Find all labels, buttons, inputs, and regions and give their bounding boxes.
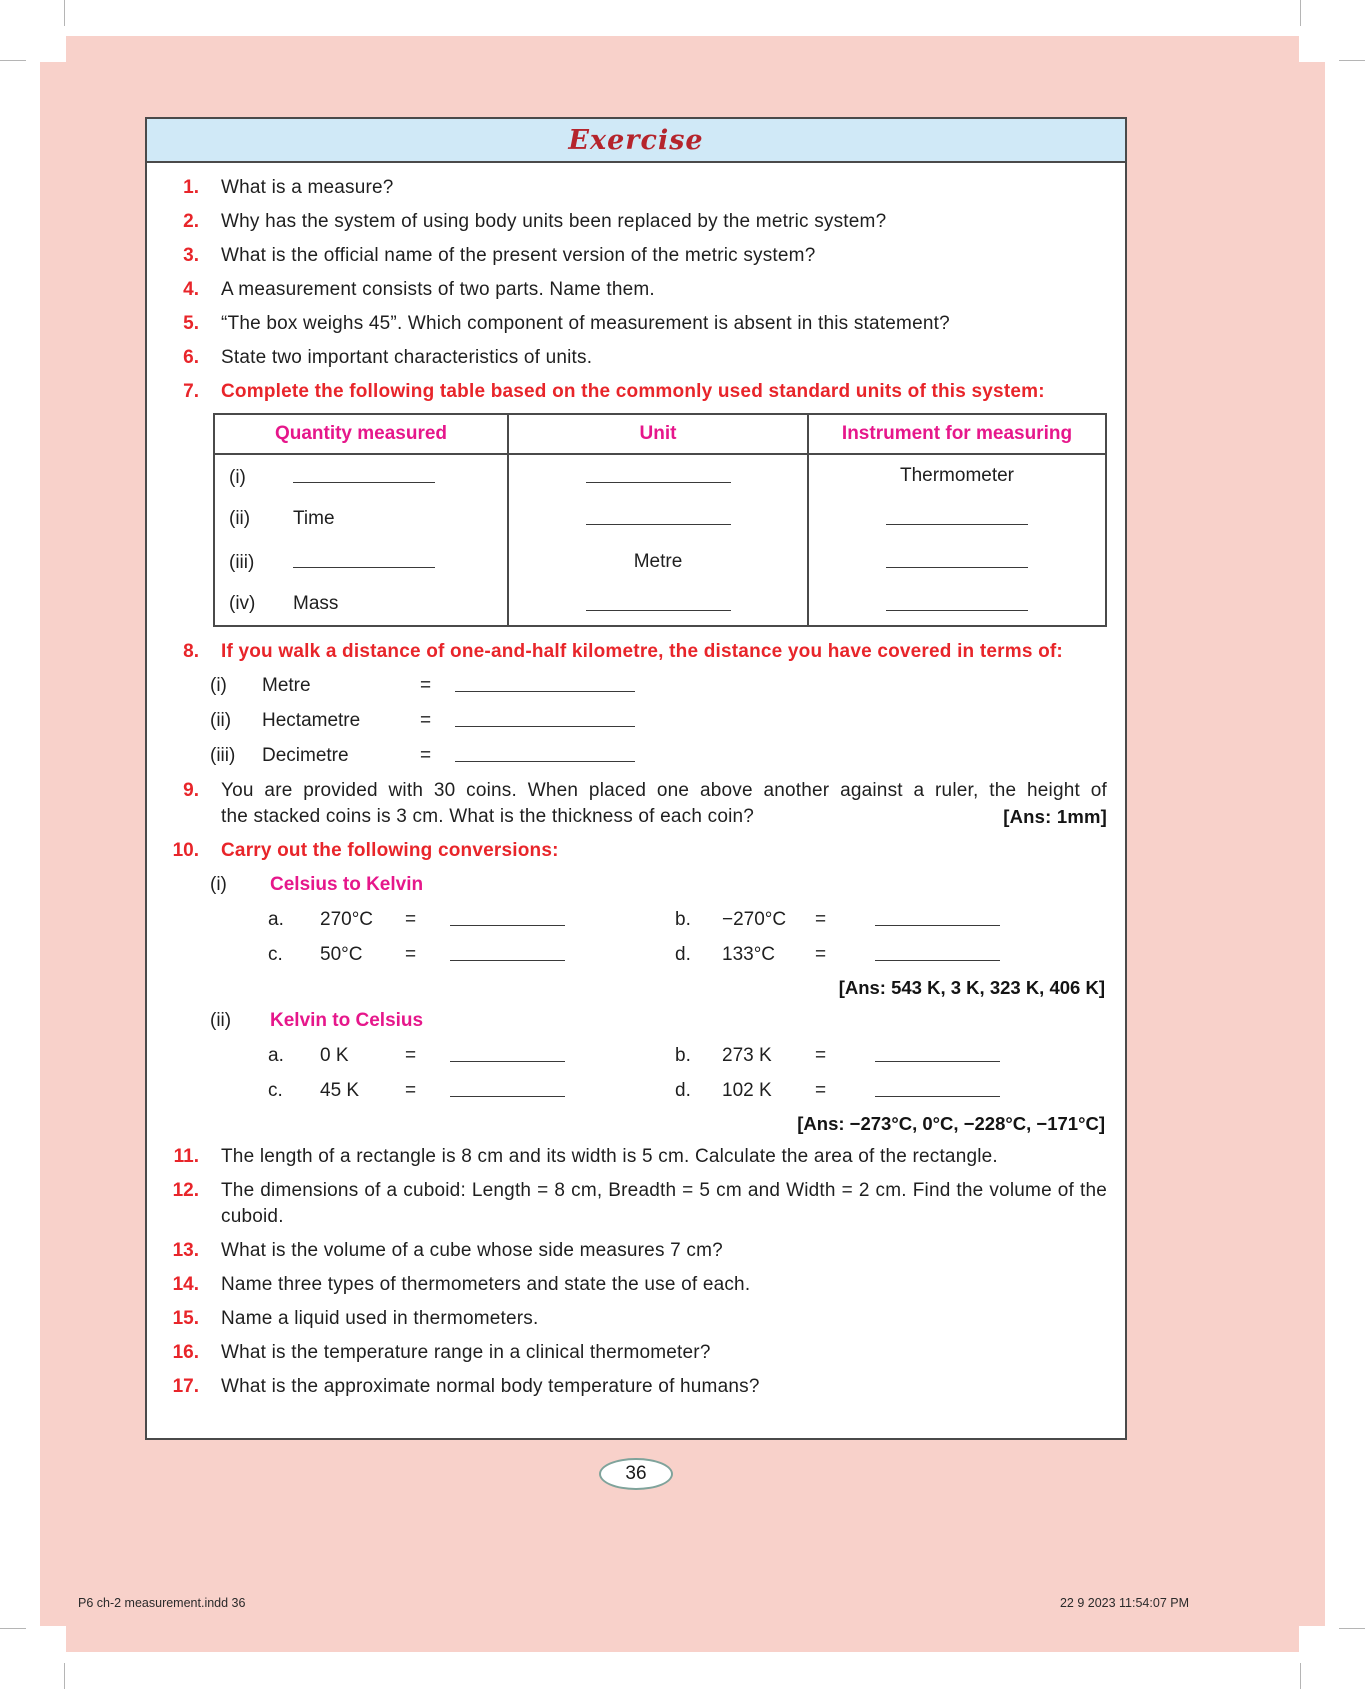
blank-line	[455, 708, 635, 727]
table-row	[214, 454, 1106, 497]
page-number: 36	[599, 1458, 672, 1490]
item-label: a.	[268, 1045, 284, 1066]
question-text: The length of a rectangle is 8 cm and its width is 5 cm. Calculate the area of the rectangle.	[221, 1146, 998, 1167]
item-label: (ii)	[210, 710, 232, 731]
question-9	[155, 778, 1107, 830]
conversion-row	[268, 1078, 1107, 1104]
item-label: d.	[675, 1080, 691, 1101]
question-6	[155, 345, 1107, 371]
blank-line	[875, 942, 1000, 961]
corner-notch	[40, 36, 66, 62]
blank-line	[875, 1078, 1000, 1097]
question-text: Why has the system of using body units been replaced by the metric system?	[221, 211, 887, 232]
answer-text: [Ans: 543 K, 3 K, 323 K, 406 K]	[838, 977, 1105, 998]
question-text: What is the approximate normal body temperature of humans?	[221, 1376, 760, 1397]
question-text: What is the temperature range in a clinical thermometer?	[221, 1342, 711, 1363]
question-text: Complete the following table based on the commonly used standard units of this system:	[221, 381, 1045, 402]
item-label: (iii)	[210, 745, 236, 766]
question-text-line1: You are provided with 30 coins. When placed one above another against a ruler, the height of	[221, 780, 1107, 801]
answer-text: [Ans: 1mm]	[1003, 806, 1107, 827]
blank-line	[586, 506, 731, 525]
answer-text: [Ans: −273°C, 0°C, −228°C, −171°C]	[797, 1113, 1105, 1134]
col-header-instrument: Instrument for measuring	[808, 414, 1106, 454]
question-text: “The box weighs 45”. Which component of measurement is absent in this statement?	[221, 313, 950, 334]
question-text-line2: the stacked coins is 3 cm. What is the thickness of each coin?	[221, 806, 755, 827]
crop-mark	[0, 1628, 26, 1629]
q8-item	[210, 743, 1107, 769]
blank-line	[875, 907, 1000, 926]
blank-line	[455, 673, 635, 692]
equals-sign: =	[420, 710, 432, 731]
part-label: (ii)	[210, 1010, 232, 1031]
corner-notch	[40, 1626, 66, 1652]
units-table	[213, 413, 1107, 627]
blank-line	[886, 592, 1028, 611]
q8-item	[210, 708, 1107, 734]
conversion-row	[268, 907, 1107, 933]
cell-quantity: Time	[293, 507, 335, 529]
conversions-part2	[210, 1008, 1107, 1135]
footer-filename: P6 ch-2 measurement.indd 36	[78, 1596, 246, 1610]
table-row	[214, 540, 1106, 583]
question-16	[155, 1340, 1107, 1366]
question-text: What is a measure?	[221, 177, 394, 198]
question-text: What is the official name of the present version of the metric system?	[221, 245, 816, 266]
question-number: 9.	[183, 780, 199, 801]
item-value: −270°C	[722, 909, 787, 930]
question-8	[155, 639, 1107, 665]
question-number: 1.	[183, 177, 199, 198]
item-value: 102 K	[722, 1080, 772, 1101]
blank-line	[586, 592, 731, 611]
cell-unit: Metre	[633, 550, 683, 572]
crop-mark	[1300, 0, 1301, 26]
footer-timestamp: 22 9 2023 11:54:07 PM	[1059, 1596, 1189, 1610]
blank-line	[886, 549, 1028, 568]
question-number: 11.	[173, 1146, 199, 1167]
equals-sign: =	[815, 1080, 827, 1101]
conversions-part1	[210, 872, 1107, 999]
exercise-title: Exercise	[568, 124, 704, 156]
blank-line	[450, 1078, 565, 1097]
row-label: (ii)	[229, 507, 251, 529]
item-label: c.	[268, 1080, 283, 1101]
table-row	[214, 583, 1106, 626]
blank-line	[586, 464, 731, 483]
item-label: b.	[675, 1045, 691, 1066]
crop-mark	[64, 0, 65, 26]
item-value: 133°C	[722, 944, 776, 965]
row-label: (iv)	[229, 593, 256, 614]
page-number-badge	[145, 1458, 1127, 1490]
item-term: Decimetre	[262, 745, 349, 766]
question-number: 4.	[183, 279, 199, 300]
question-text	[221, 778, 1107, 830]
crop-mark	[1300, 1663, 1301, 1689]
item-label: b.	[675, 909, 691, 930]
question-text: The dimensions of a cuboid: Length = 8 cm, Breadth = 5 cm and Width = 2 cm. Find the volume of the cuboid.	[221, 1180, 1107, 1227]
blank-line	[293, 464, 435, 483]
question-11	[155, 1144, 1107, 1170]
question-text: If you walk a distance of one-and-half kilometre, the distance you have covered in terms of:	[221, 641, 1063, 662]
col-header-quantity: Quantity measured	[214, 414, 508, 454]
question-number: 16.	[172, 1342, 199, 1363]
question-4	[155, 277, 1107, 303]
question-10	[155, 838, 1107, 864]
question-number: 12.	[172, 1180, 199, 1201]
question-17	[155, 1374, 1107, 1400]
question-list	[147, 163, 1125, 1400]
part-title: Celsius to Kelvin	[270, 874, 424, 895]
question-number: 17.	[172, 1376, 199, 1397]
question-text: Carry out the following conversions:	[221, 840, 559, 861]
blank-line	[450, 942, 565, 961]
question-number: 6.	[183, 347, 199, 368]
blank-line	[450, 907, 565, 926]
question-number: 3.	[183, 245, 199, 266]
exercise-box	[145, 117, 1127, 1440]
question-text: What is the volume of a cube whose side measures 7 cm?	[221, 1240, 723, 1261]
item-value: 273 K	[722, 1045, 772, 1066]
equals-sign: =	[405, 1080, 417, 1101]
question-14	[155, 1272, 1107, 1298]
equals-sign: =	[815, 1045, 827, 1066]
item-value: 270°C	[320, 909, 374, 930]
question-text: Name three types of thermometers and state the use of each.	[221, 1274, 751, 1295]
question-3	[155, 243, 1107, 269]
question-13	[155, 1238, 1107, 1264]
equals-sign: =	[405, 1045, 417, 1066]
blank-line	[455, 743, 635, 762]
item-label: c.	[268, 944, 283, 965]
crop-mark	[1339, 60, 1365, 61]
blank-line	[293, 549, 435, 568]
question-12	[155, 1178, 1107, 1230]
col-header-unit: Unit	[508, 414, 808, 454]
item-term: Hectametre	[262, 710, 361, 731]
blank-line	[886, 506, 1028, 525]
question-number: 10.	[172, 840, 199, 861]
q8-item	[210, 673, 1107, 699]
equals-sign: =	[815, 909, 827, 930]
crop-mark	[1339, 1628, 1365, 1629]
question-number: 14.	[172, 1274, 199, 1295]
crop-mark	[0, 60, 26, 61]
question-number: 5.	[183, 313, 199, 334]
cell-quantity: Mass	[293, 593, 339, 614]
item-term: Metre	[262, 675, 311, 696]
corner-notch	[1299, 1626, 1325, 1652]
blank-line	[450, 1043, 565, 1062]
equals-sign: =	[815, 944, 827, 965]
exercise-header	[147, 119, 1125, 163]
question-text: State two important characteristics of units.	[221, 347, 593, 368]
part-label: (i)	[210, 874, 227, 895]
item-value: 50°C	[320, 944, 363, 965]
question-number: 15.	[172, 1308, 199, 1329]
item-label: (i)	[210, 675, 227, 696]
question-number: 13.	[172, 1240, 199, 1261]
question-8-items	[210, 673, 1107, 769]
table-row	[214, 497, 1106, 540]
question-text: A measurement consists of two parts. Name them.	[221, 279, 655, 300]
blank-line	[875, 1043, 1000, 1062]
cell-instrument: Thermometer	[899, 465, 1015, 486]
question-text: Name a liquid used in thermometers.	[221, 1308, 539, 1329]
question-number: 2.	[183, 211, 199, 232]
part-title: Kelvin to Celsius	[270, 1010, 424, 1031]
question-15	[155, 1306, 1107, 1332]
question-7	[155, 379, 1107, 405]
item-value: 45 K	[320, 1080, 360, 1101]
item-value: 0 K	[320, 1045, 349, 1066]
corner-notch	[1299, 36, 1325, 62]
question-1	[155, 175, 1107, 201]
equals-sign: =	[420, 675, 432, 696]
table-header-row	[214, 414, 1106, 454]
equals-sign: =	[405, 944, 417, 965]
crop-mark	[64, 1663, 65, 1689]
question-number: 8.	[183, 641, 199, 662]
question-number: 7.	[183, 381, 199, 402]
question-5	[155, 311, 1107, 337]
equals-sign: =	[420, 745, 432, 766]
conversion-row	[268, 1043, 1107, 1069]
question-2	[155, 209, 1107, 235]
item-label: d.	[675, 944, 691, 965]
conversion-row	[268, 942, 1107, 968]
equals-sign: =	[405, 909, 417, 930]
row-label: (i)	[229, 466, 246, 488]
row-label: (iii)	[229, 552, 255, 573]
item-label: a.	[268, 909, 284, 930]
